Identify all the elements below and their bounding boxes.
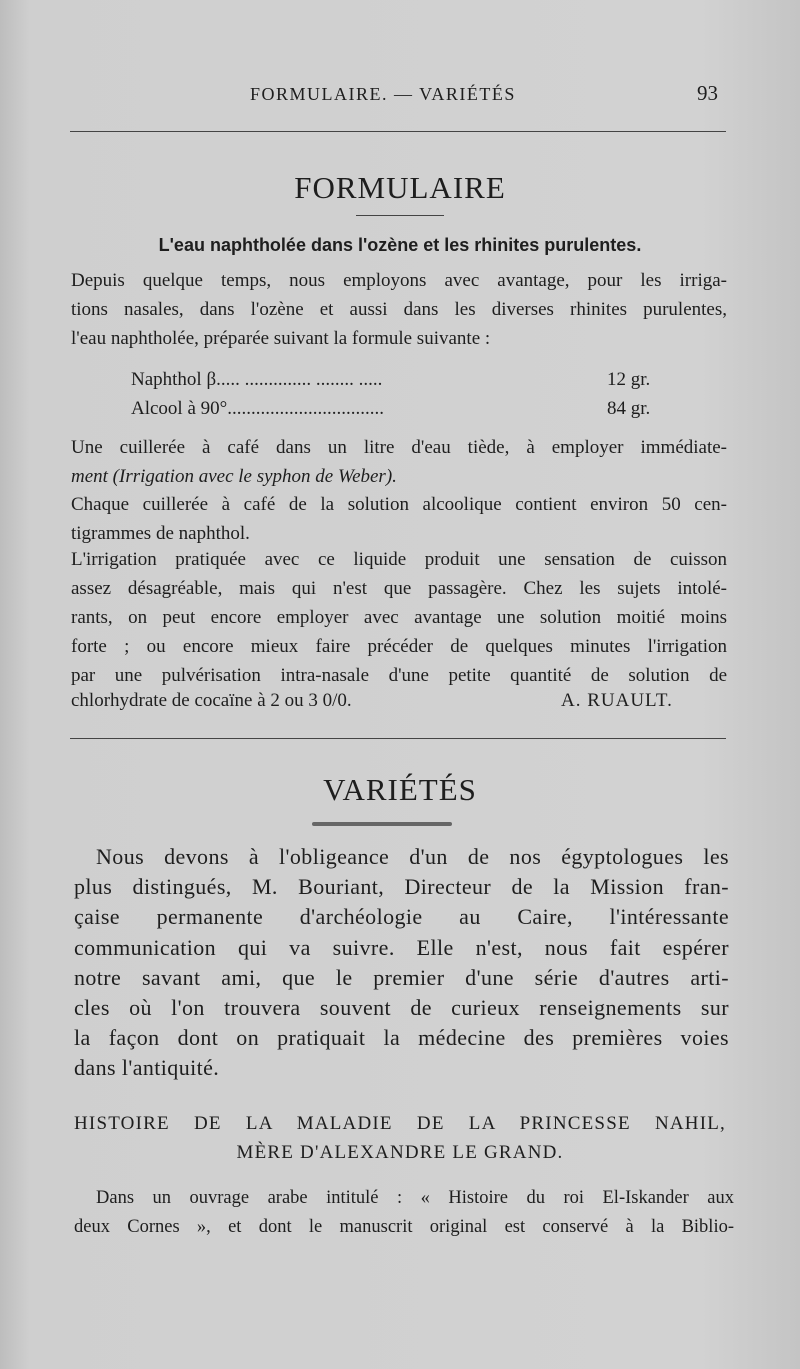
text-line: assez désagréable, mais qui n'est que passagère. Chez les sujets intolé- <box>71 578 727 599</box>
text-line: Dans un ouvrage arabe intitulé : « Histoire du roi El-Iskander aux <box>96 1188 734 1208</box>
text-line: par une pulvérisation intra-nasale d'une petite quantité de solution de <box>71 665 727 686</box>
varietes-intro <box>74 842 729 1084</box>
section-rule <box>70 738 726 739</box>
varietes-title: VARIÉTÉS <box>323 772 477 807</box>
formulaire-title: FORMULAIRE <box>294 170 506 205</box>
formula-name-1: Naphthol β..... .............. ........ ..... <box>131 369 383 390</box>
text-line: rants, on peut encore employer avec avantage une solution moitié moins <box>71 607 727 628</box>
text-line: deux Cornes », et dont le manuscrit original est conservé à la Biblio- <box>74 1217 734 1237</box>
header-rule <box>70 131 726 132</box>
last-line: chlorhydrate de cocaïne à 2 ou 3 0/0. <box>71 690 352 711</box>
page-number: 93 <box>697 81 718 105</box>
formula-name-2: Alcool à 90°................................. <box>131 398 384 419</box>
title-underline <box>312 822 452 826</box>
text-line: forte ; ou encore mieux faire précéder de quelques minutes l'irrigation <box>71 636 727 657</box>
formulaire-subtitle: L'eau naphtholée dans l'ozène et les rhinites purulentes. <box>158 235 642 255</box>
article-title-line-2: MÈRE D'ALEXANDRE LE GRAND. <box>236 1142 564 1163</box>
article-paragraph <box>74 1184 734 1242</box>
text-line: la façon dont on pratiquait la médecine des premières voies <box>74 1025 729 1051</box>
dose-paragraph <box>71 490 727 548</box>
signature: A. RUAULT. <box>561 690 673 711</box>
text-line: ment (Irrigation avec le syphon de Weber). <box>71 466 397 487</box>
text-line: cles où l'on trouvera souvent de curieux renseignements sur <box>74 994 729 1020</box>
text-line: communication qui va suivre. Elle n'est, nous fait espérer <box>74 934 729 960</box>
text-line: l'eau naphtholée, préparée suivant la formule suivante : <box>71 328 491 349</box>
text-line: dans l'antiquité. <box>74 1055 220 1081</box>
title-underline <box>356 215 444 216</box>
text-line: notre savant ami, que le premier d'une série d'autres arti- <box>74 964 729 990</box>
formula-amount-1: 12 gr. <box>607 369 651 390</box>
running-title: FORMULAIRE. — VARIÉTÉS <box>250 84 516 104</box>
formulaire-intro <box>71 266 727 353</box>
text-line: Une cuillerée à café dans un litre d'eau tiède, à employer immédiate- <box>71 437 727 458</box>
usage-paragraph <box>71 433 727 491</box>
article-title-line-1: HISTOIRE DE LA MALADIE DE LA PRINCESSE NAHIL, <box>74 1113 726 1134</box>
text-line: tions nasales, dans l'ozène et aussi dans les diverses rhinites purulentes, <box>71 299 727 320</box>
formula-amount-2: 84 gr. <box>607 398 651 419</box>
text-line: plus distingués, M. Bouriant, Directeur de la Mission fran- <box>74 874 729 900</box>
text-line: Depuis quelque temps, nous employons avec avantage, pour les irriga- <box>71 270 727 291</box>
text-line: tigrammes de naphthol. <box>71 523 250 544</box>
text-line: Nous devons à l'obligeance d'un de nos égyptologues les <box>96 844 729 869</box>
irrigation-paragraph <box>71 545 727 690</box>
text-line: Chaque cuillerée à café de la solution alcoolique contient environ 50 cen- <box>71 494 727 515</box>
text-line: L'irrigation pratiquée avec ce liquide produit une sensation de cuisson <box>71 549 727 570</box>
text-line: çaise permanente d'archéologie au Caire, l'intéressante <box>74 904 729 930</box>
